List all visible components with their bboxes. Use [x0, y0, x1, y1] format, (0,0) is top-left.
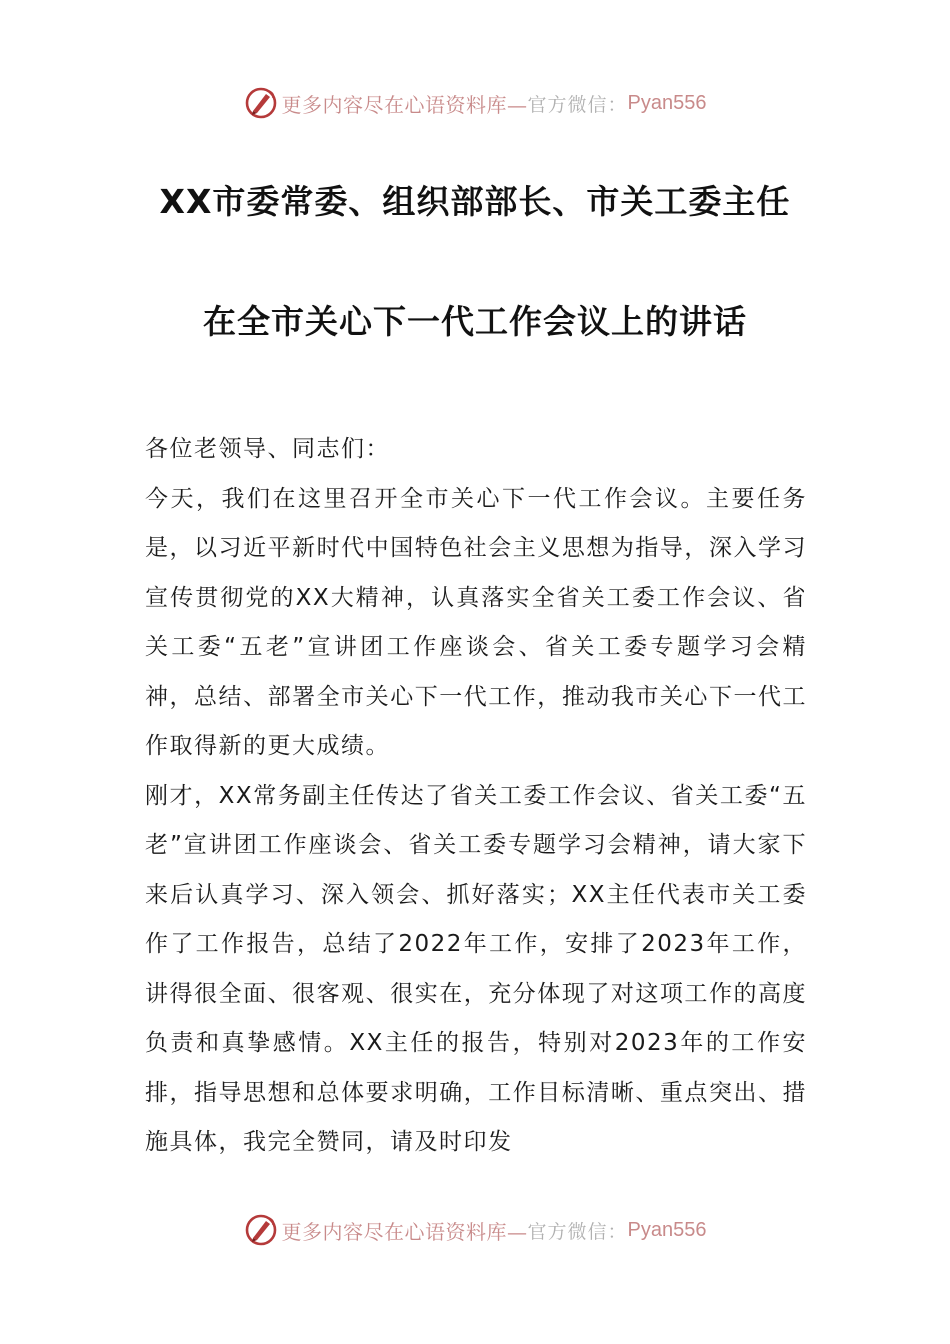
document-title-line-1: XX市委常委、组织部部长、市关工委主任 [159, 182, 791, 221]
paragraph: 今天，我们在这里召开全市关心下一代工作会议。主要任务是，以习近平新时代中国特色社会主义思想为指导，深入学习宣传贯彻党的XX大精神，认真落实全省关工委工作会议、省关工委“五老”宣讲团工作座谈会、省关工委专题学习会精神，总结、部署全市关心下一代工作，推动我市关心下一代工作取得新的更大成绩。 [145, 485, 807, 759]
document-body [145, 425, 807, 1168]
pen-logo-icon [244, 1213, 278, 1247]
banner-wechat-label: 官方微信： [527, 93, 628, 116]
banner-wechat-id: Pyan556 [627, 91, 707, 114]
header-watermark-banner [0, 83, 950, 123]
banner-text: 更多内容尽在心语资料库— [281, 92, 528, 117]
banner-wechat-label: 官方微信： [527, 1220, 628, 1243]
salutation: 各位老领导、同志们： [145, 436, 390, 462]
paragraph: 刚才，XX常务副主任传达了省关工委工作会议、省关工委“五老”宣讲团工作座谈会、省关工委专题学习会精神，请大家下来后认真学习、深入领会、抓好落实；XX主任代表市关工委作了工作报告，总结了2022年工作，安排了2023年工作，讲得很全面、很客观、很实在，充分体现了对这项工作的高度负责和真挚感情。XX主任的报告，特别对2023年的工作安排，指导思想和总体要求明确，工作目标清晰、重点突出、措施具体，我完全赞同，请及时印发 [145, 782, 807, 1155]
pen-logo-icon [244, 86, 278, 120]
banner-wechat-id: Pyan556 [627, 1218, 707, 1241]
footer-watermark-banner [0, 1210, 950, 1250]
banner-text: 更多内容尽在心语资料库— [281, 1219, 528, 1244]
document-title-line-2: 在全市关心下一代工作会议上的讲话 [203, 302, 747, 341]
